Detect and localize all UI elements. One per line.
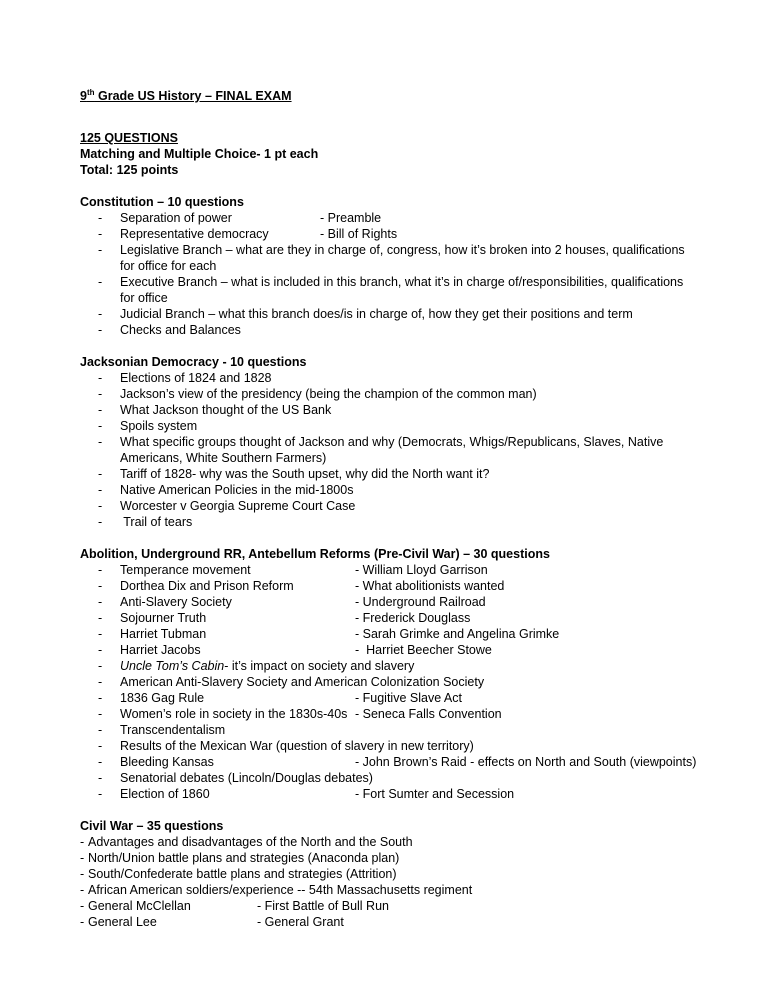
list-item: - South/Confederate battle plans and strategies (Attrition)	[80, 867, 397, 881]
list-item: - Executive Branch – what is included in this branch, what it’s in charge of/responsibilities, qualifications for office	[98, 275, 684, 305]
list-item: - Sojourner Truth - Frederick Douglass	[98, 611, 471, 625]
section-jacksonian-democracy	[80, 354, 700, 530]
list-item: - Bleeding Kansas - John Brown’s Raid - effects on North and South (viewpoints)	[98, 755, 697, 769]
list-item: - Dorthea Dix and Prison Reform - What abolitionists wanted	[98, 579, 505, 593]
list-item: - African American soldiers/experience -- 54th Massachusetts regiment	[80, 883, 473, 897]
list-item: - Tariff of 1828- why was the South upset, why did the North want it?	[98, 467, 490, 481]
list-item: - Advantages and disadvantages of the North and the South	[80, 835, 413, 849]
section-title: Constitution – 10 questions	[80, 195, 244, 209]
list-item: - Elections of 1824 and 1828	[98, 371, 272, 385]
list-item: - Harriet Tubman - Sarah Grimke and Angelina Grimke	[98, 627, 560, 641]
list-item: - Trail of tears	[98, 515, 193, 529]
section-title: Jacksonian Democracy - 10 questions	[80, 355, 307, 369]
list-item: - Temperance movement - William Lloyd Garrison	[98, 563, 488, 577]
list-item: - Representative democracy - Bill of Rights	[98, 227, 398, 241]
section-title: Abolition, Underground RR, Antebellum Reforms (Pre-Civil War) – 30 questions	[80, 547, 550, 561]
list-item: - North/Union battle plans and strategies (Anaconda plan)	[80, 851, 400, 865]
exam-format: Matching and Multiple Choice- 1 pt each	[80, 147, 319, 161]
list-item: - Results of the Mexican War (question of slavery in new territory)	[98, 739, 474, 753]
exam-content	[80, 88, 700, 930]
total-points: Total: 125 points	[80, 163, 179, 177]
list-item: - American Anti-Slavery Society and American Colonization Society	[98, 675, 485, 689]
list-item: - General McClellan - First Battle of Bull Run	[80, 899, 389, 913]
list-item: - General Lee - General Grant	[80, 915, 344, 929]
list-item: - Worcester v Georgia Supreme Court Case	[98, 499, 356, 513]
list-item: - Separation of power - Preamble	[98, 211, 382, 225]
list-item: - Harriet Jacobs - Harriet Beecher Stowe	[98, 643, 492, 657]
list-item: - Uncle Tom’s Cabin- it’s impact on society and slavery	[98, 659, 415, 673]
list-item: - What Jackson thought of the US Bank	[98, 403, 332, 417]
list-item: - Transcendentalism	[98, 723, 226, 737]
section-abolition	[80, 546, 700, 802]
list-item: - Senatorial debates (Lincoln/Douglas debates)	[98, 771, 373, 785]
list-item: - Women’s role in society in the 1830s-40s - Seneca Falls Convention	[98, 707, 502, 721]
section-title: Civil War – 35 questions	[80, 819, 224, 833]
list-item: - Native American Policies in the mid-1800s	[98, 483, 354, 497]
section-constitution	[80, 194, 700, 338]
question-count: 125 QUESTIONS	[80, 131, 178, 145]
list-item: - Judicial Branch – what this branch does/is in charge of, how they get their positions and term	[98, 307, 633, 321]
list-item: - Anti-Slavery Society - Underground Railroad	[98, 595, 486, 609]
page-title: 9th Grade US History – FINAL EXAM	[80, 87, 292, 103]
list-item: - 1836 Gag Rule - Fugitive Slave Act	[98, 691, 462, 705]
list-item: - What specific groups thought of Jackson and why (Democrats, Whigs/Republicans, Slaves, Native Americans, White Southern Farmers)	[98, 435, 664, 465]
list-item: - Jackson’s view of the presidency (being the champion of the common man)	[98, 387, 537, 401]
list-item: - Legislative Branch – what are they in charge of, congress, how it’s broken into 2 houses, qualifications for office for each	[98, 243, 685, 273]
section-civil-war	[80, 818, 700, 930]
list-item: - Election of 1860 - Fort Sumter and Secession	[98, 787, 515, 801]
list-item: - Spoils system	[98, 419, 198, 433]
list-item: - Checks and Balances	[98, 323, 241, 337]
